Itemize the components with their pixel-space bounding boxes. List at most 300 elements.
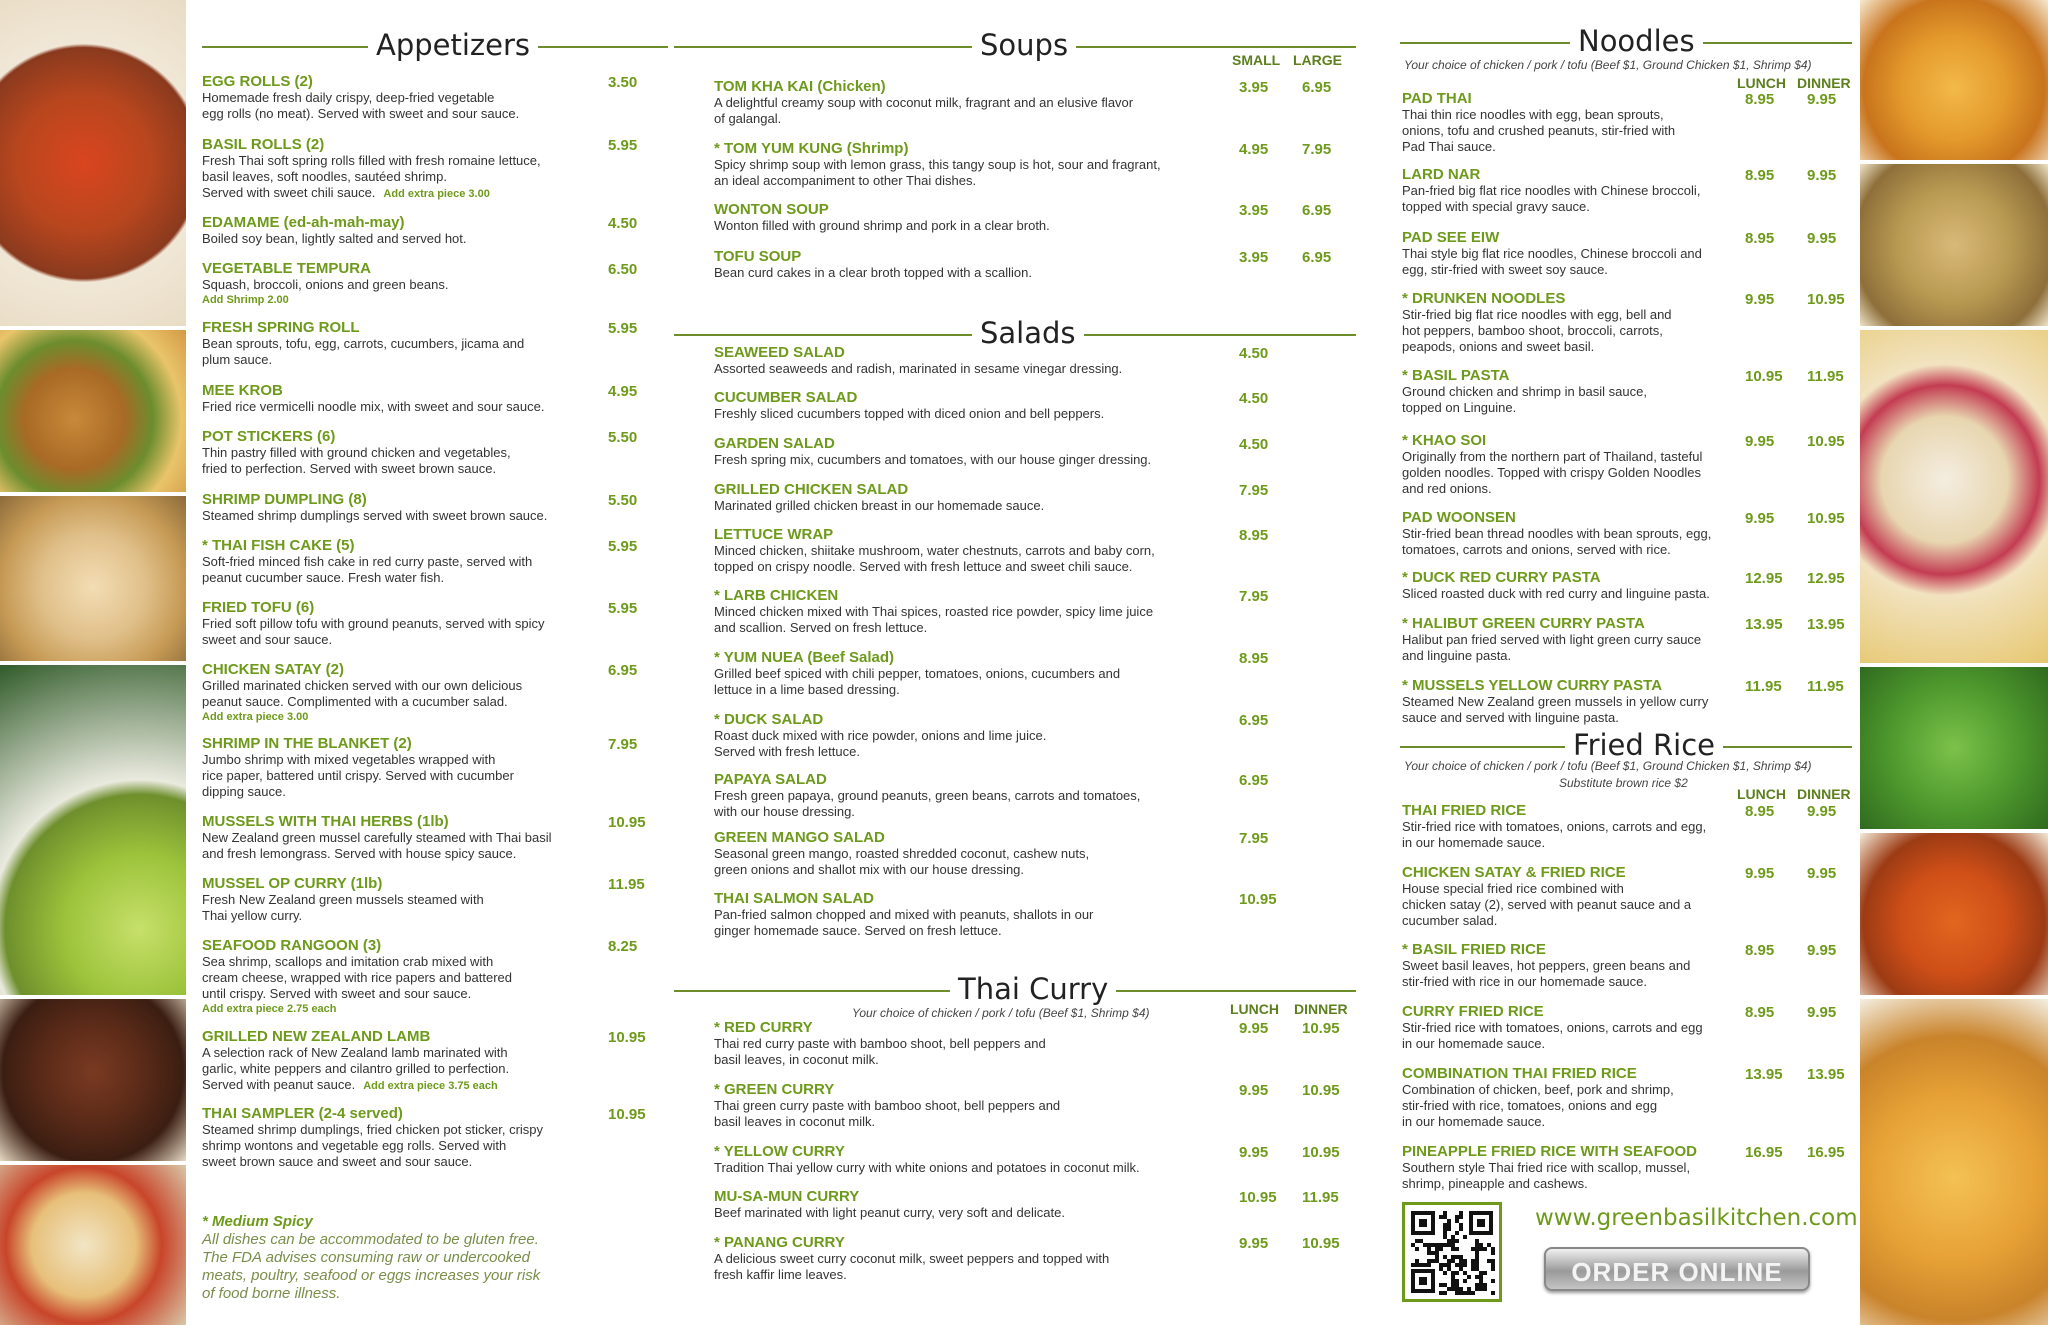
item-description <box>714 1160 1214 1176</box>
item-description <box>714 1251 1214 1283</box>
item-price: 5.95 <box>608 137 638 154</box>
description-line: peanut sauce. Complimented with a cucumber salad. <box>202 694 508 709</box>
item-name: GRILLED CHICKEN SALAD <box>714 481 909 498</box>
item-description <box>202 90 622 122</box>
curry-lunch-header: LUNCH <box>1230 1001 1279 1017</box>
item-name: * BASIL PASTA <box>1402 367 1510 384</box>
description-line: green onions and shallot mix with our house dressing. <box>714 862 1025 877</box>
menu-item <box>1402 166 1742 215</box>
description-line: in our homemade sauce. <box>1402 1036 1546 1051</box>
salads-title: Salads <box>972 316 1084 350</box>
description-line: and fresh lemongrass. Served with house spicy sauce. <box>202 846 517 861</box>
extra-option-note: Add extra piece 2.75 each <box>202 1003 337 1015</box>
item-price-second: 10.95 <box>1302 1020 1340 1037</box>
item-name: * RED CURRY <box>714 1019 813 1036</box>
item-price: 6.95 <box>1239 712 1269 729</box>
menu-item <box>202 875 622 924</box>
menu-item <box>1402 802 1742 851</box>
description-line: Fried rice vermicelli noodle mix, with sweet and sour sauce. <box>202 399 545 414</box>
item-name: PAD THAI <box>1402 90 1472 107</box>
item-description <box>714 157 1214 189</box>
item-price-second: 16.95 <box>1807 1144 1845 1161</box>
item-price-first: 9.95 <box>1745 291 1775 308</box>
description-line: shrimp, pineapple and cashews. <box>1402 1176 1588 1191</box>
menu-item <box>714 1234 1214 1283</box>
appetizers-header <box>202 28 668 64</box>
description-line: in our homemade sauce. <box>1402 1114 1546 1129</box>
item-name: FRIED TOFU (6) <box>202 599 315 616</box>
item-price-second: 12.95 <box>1807 570 1845 587</box>
item-description <box>1402 1160 1742 1192</box>
item-price-second: 9.95 <box>1807 942 1837 959</box>
item-price-second: 11.95 <box>1807 678 1844 695</box>
item-price: 7.95 <box>608 736 638 753</box>
item-description <box>714 666 1214 698</box>
item-description <box>1402 307 1742 355</box>
description-line: House special fried rice combined with <box>1402 881 1624 896</box>
description-line: Ground chicken and shrimp in basil sauce, <box>1402 384 1647 399</box>
item-price-second: 11.95 <box>1302 1189 1339 1206</box>
item-description <box>1402 107 1742 155</box>
item-price: 4.50 <box>1239 390 1269 407</box>
item-description <box>714 406 1214 422</box>
description-line: ginger homemade sauce. Served on fresh lettuce. <box>714 923 1002 938</box>
menu-item <box>714 481 1214 514</box>
item-price-first: 13.95 <box>1745 1066 1783 1083</box>
menu-item <box>1402 229 1742 278</box>
medium-spicy-note: * Medium Spicy <box>202 1213 313 1230</box>
item-price-first: 16.95 <box>1745 1144 1783 1161</box>
item-name: VEGETABLE TEMPURA <box>202 260 371 277</box>
item-price-second: 6.95 <box>1302 79 1332 96</box>
item-description <box>714 728 1214 760</box>
edamame-photo <box>1860 667 2048 829</box>
item-description <box>1402 958 1742 990</box>
note-line: meats, poultry, seafood or eggs increases your risk <box>202 1267 541 1284</box>
item-price: 4.50 <box>1239 436 1269 453</box>
item-description <box>714 361 1214 377</box>
item-price-first: 8.95 <box>1745 1004 1775 1021</box>
item-description <box>202 508 622 524</box>
description-line: Boiled soy bean, lightly salted and served hot. <box>202 231 467 246</box>
description-text: Served with sweet chili sauce. <box>202 185 376 200</box>
item-name: * PANANG CURRY <box>714 1234 845 1251</box>
description-line: basil leaves in coconut milk. <box>714 1114 876 1129</box>
description-line: hot peppers, bamboo shoot, broccoli, carrots, <box>1402 323 1663 338</box>
item-name: POT STICKERS (6) <box>202 428 336 445</box>
fried-rice-lunch-header: LUNCH <box>1737 786 1786 802</box>
item-description <box>202 616 622 648</box>
item-name: MUSSEL OP CURRY (1lb) <box>202 875 383 892</box>
description-line: fresh kaffir lime leaves. <box>714 1267 847 1282</box>
description-line: basil leaves, in coconut milk. <box>714 1052 879 1067</box>
item-description <box>1402 1082 1742 1130</box>
description-line: Squash, broccoli, onions and green beans. <box>202 277 449 292</box>
description-line: and linguine pasta. <box>1402 648 1512 663</box>
menu-item <box>1402 864 1742 929</box>
description-line: Grilled marinated chicken served with our own delicious <box>202 678 523 693</box>
description-line: egg rolls (no meat). Served with sweet and sour sauce. <box>202 106 520 121</box>
description-line <box>202 1077 622 1094</box>
description-line: fried to perfection. Served with sweet brown sauce. <box>202 461 497 476</box>
menu-item <box>714 248 1214 281</box>
item-description <box>202 399 622 415</box>
menu-item <box>202 735 622 800</box>
description-line: sauce and served with linguine pasta. <box>1402 710 1619 725</box>
item-price: 5.95 <box>608 538 638 555</box>
description-line: tomatoes, carrots and onions, served with rice. <box>1402 542 1671 557</box>
description-line: A delicious sweet curry coconut milk, sweet peppers and topped with <box>714 1251 1110 1266</box>
item-price: 11.95 <box>608 876 645 893</box>
item-price-second: 6.95 <box>1302 249 1332 266</box>
item-price: 5.50 <box>608 429 638 446</box>
item-price: 10.95 <box>608 814 646 831</box>
fried-rice-photo <box>0 330 186 492</box>
fried-tofu-photo <box>1860 999 2048 1325</box>
item-price-first: 9.95 <box>1745 433 1775 450</box>
extra-option-note: Add extra piece 3.00 <box>202 711 309 723</box>
item-name: GREEN MANGO SALAD <box>714 829 885 846</box>
item-price-second: 13.95 <box>1807 616 1845 633</box>
noodles-subtitle: Your choice of chicken / pork / tofu (Beef $1, Ground Chicken $1, Shrimp $4) <box>1404 58 1812 72</box>
item-name: SEAFOOD RANGOON (3) <box>202 937 382 954</box>
item-name: * GREEN CURRY <box>714 1081 835 1098</box>
qr-code[interactable] <box>1402 1202 1502 1302</box>
dietary-note <box>202 1213 622 1303</box>
description-line: Steamed shrimp dumplings, fried chicken pot sticker, crispy <box>202 1122 544 1137</box>
item-price-first: 8.95 <box>1745 91 1775 108</box>
item-description <box>714 907 1214 939</box>
curry-bowl-photo <box>1860 833 2048 995</box>
item-description <box>202 752 622 800</box>
description-line: Assorted seaweeds and radish, marinated in sesame vinegar dressing. <box>714 361 1123 376</box>
item-price: 6.50 <box>608 261 638 278</box>
item-description <box>202 554 622 586</box>
item-name: * YELLOW CURRY <box>714 1143 845 1160</box>
item-price-second: 10.95 <box>1302 1144 1340 1161</box>
item-name: CUCUMBER SALAD <box>714 389 858 406</box>
description-line: Roast duck mixed with rice powder, onions and lime juice. <box>714 728 1047 743</box>
item-description <box>1402 526 1742 558</box>
item-price-first: 10.95 <box>1239 1189 1277 1206</box>
grilled-lamb-photo <box>0 999 186 1161</box>
description-line <box>202 185 622 202</box>
item-description <box>202 954 622 1016</box>
item-name: PINEAPPLE FRIED RICE WITH SEAFOOD <box>1402 1143 1698 1160</box>
item-price-second: 10.95 <box>1807 433 1845 450</box>
description-line: topped with special gravy sauce. <box>1402 199 1590 214</box>
description-line: Freshly sliced cucumbers topped with diced onion and bell peppers. <box>714 406 1105 421</box>
item-name: * DUCK RED CURRY PASTA <box>1402 569 1601 586</box>
menu-item <box>714 526 1214 575</box>
item-name: THAI SALMON SALAD <box>714 890 874 907</box>
item-name: * DRUNKEN NOODLES <box>1402 290 1566 307</box>
item-price-second: 9.95 <box>1807 1004 1837 1021</box>
item-description <box>714 604 1214 636</box>
description-line: Sliced roasted duck with red curry and linguine pasta. <box>1402 586 1710 601</box>
item-name: PAD SEE EIW <box>1402 229 1500 246</box>
menu-item <box>714 587 1214 636</box>
description-line: garlic, white peppers and cilantro grilled to perfection. <box>202 1061 510 1076</box>
description-line: stir-fried with rice, tomatoes, onions and egg <box>1402 1098 1658 1113</box>
extra-piece-note: Add extra piece 3.75 each <box>363 1080 498 1092</box>
description-line: plum sauce. <box>202 352 273 367</box>
item-name: MU-SA-MUN CURRY <box>714 1188 860 1205</box>
menu-item <box>202 428 622 477</box>
item-description <box>202 336 622 368</box>
order-online-label: ORDER ONLINE <box>1571 1257 1783 1287</box>
fried-rice-dinner-header: DINNER <box>1797 786 1851 802</box>
description-line: Originally from the northern part of Thailand, tasteful <box>1402 449 1703 464</box>
item-description <box>714 1036 1214 1068</box>
item-name: * DUCK SALAD <box>714 711 824 728</box>
menu-item <box>714 389 1214 422</box>
item-description <box>202 830 622 862</box>
description-line: Tradition Thai yellow curry with white onions and potatoes in coconut milk. <box>714 1160 1140 1175</box>
menu-item <box>202 382 622 415</box>
item-name: * YUM NUEA (Beef Salad) <box>714 649 895 666</box>
item-description <box>714 788 1214 820</box>
item-name: PAD WOONSEN <box>1402 509 1516 526</box>
item-price: 4.50 <box>608 215 638 232</box>
description-line: Pan-fried big flat rice noodles with Chinese broccoli, <box>1402 183 1701 198</box>
item-price: 10.95 <box>608 1029 646 1046</box>
soups-title: Soups <box>972 28 1076 62</box>
item-name: * TOM YUM KUNG (Shrimp) <box>714 140 909 157</box>
description-line: topped on crispy noodle. Served with fresh lettuce and sweet chili sauce. <box>714 559 1133 574</box>
item-description <box>714 846 1214 878</box>
description-line: Sea shrimp, scallops and imitation crab mixed with <box>202 954 494 969</box>
item-price: 10.95 <box>1239 891 1277 908</box>
menu-item <box>202 214 622 247</box>
item-price-first: 9.95 <box>1745 865 1775 882</box>
item-description <box>1402 183 1742 215</box>
item-description <box>1402 819 1742 851</box>
description-line: Stir-fried rice with tomatoes, onions, carrots and egg, <box>1402 819 1707 834</box>
item-price: 4.95 <box>608 383 638 400</box>
description-line: cream cheese, wrapped with rice papers and battered <box>202 970 513 985</box>
noodles-dinner-header: DINNER <box>1797 75 1851 91</box>
item-name: TOFU SOUP <box>714 248 802 265</box>
menu-item <box>202 537 622 586</box>
dumplings-photo <box>0 496 186 661</box>
description-line: Fresh green papaya, ground peanuts, green beans, carrots and tomatoes, <box>714 788 1141 803</box>
soups-small-header: SMALL <box>1232 52 1281 68</box>
item-description <box>202 1122 622 1170</box>
item-price-second: 6.95 <box>1302 202 1332 219</box>
menu-item <box>1402 615 1742 664</box>
item-price-second: 9.95 <box>1807 803 1837 820</box>
item-description <box>714 95 1214 127</box>
fried-rice-subtitle: Your choice of chicken / pork / tofu (Beef $1, Ground Chicken $1, Shrimp $4) <box>1404 759 1812 773</box>
item-description <box>1402 586 1742 602</box>
description-line: Beef marinated with light peanut curry, very soft and delicate. <box>714 1205 1065 1220</box>
description-line: Thai green curry paste with bamboo shoot, bell peppers and <box>714 1098 1061 1113</box>
fish-peppers-photo <box>0 1165 186 1325</box>
item-price: 7.95 <box>1239 588 1269 605</box>
menu-item <box>714 1188 1214 1221</box>
description-line: Halibut pan fried served with light green curry sauce <box>1402 632 1702 647</box>
item-price: 7.95 <box>1239 482 1269 499</box>
menu-item <box>714 1081 1214 1130</box>
menu-item <box>1402 509 1742 558</box>
description-line: basil leaves, soft noodles, sautéed shrimp. <box>202 169 447 184</box>
description-line: Southern style Thai fried rice with scallop, mussel, <box>1402 1160 1691 1175</box>
item-name: THAI SAMPLER (2-4 served) <box>202 1105 403 1122</box>
item-price-first: 4.95 <box>1239 141 1269 158</box>
menu-item <box>1402 432 1742 497</box>
item-description <box>1402 449 1742 497</box>
item-price-second: 9.95 <box>1807 91 1837 108</box>
note-line: The FDA advises consuming raw or undercooked <box>202 1249 530 1266</box>
item-name: CHICKEN SATAY & FRIED RICE <box>1402 864 1626 881</box>
item-price-second: 9.95 <box>1807 865 1837 882</box>
item-price-first: 3.95 <box>1239 249 1269 266</box>
description-line: egg, stir-fried with sweet soy sauce. <box>1402 262 1608 277</box>
menu-item <box>714 829 1214 878</box>
item-name: CHICKEN SATAY (2) <box>202 661 344 678</box>
item-price-first: 8.95 <box>1745 230 1775 247</box>
description-line: Combination of chicken, beef, pork and shrimp, <box>1402 1082 1674 1097</box>
menu-item <box>202 599 622 648</box>
item-price-first: 11.95 <box>1745 678 1782 695</box>
menu-item <box>1402 677 1742 726</box>
item-description <box>714 543 1214 575</box>
menu-item <box>714 344 1214 377</box>
item-description <box>714 452 1214 468</box>
description-line: Minced chicken mixed with Thai spices, roasted rice powder, spicy lime juice <box>714 604 1154 619</box>
item-description <box>202 1045 622 1094</box>
item-description <box>1402 246 1742 278</box>
description-line: Bean curd cakes in a clear broth topped with a scallion. <box>714 265 1032 280</box>
menu-item <box>202 136 622 202</box>
description-line: New Zealand green mussel carefully steamed with Thai basil <box>202 830 552 845</box>
item-price-second: 11.95 <box>1807 368 1844 385</box>
menu-item <box>1402 90 1742 155</box>
item-description <box>714 498 1214 514</box>
description-line: chicken satay (2), served with peanut sauce and a <box>1402 897 1692 912</box>
menu-item <box>714 78 1214 127</box>
curry-subtitle: Your choice of chicken / pork / tofu (Beef $1, Shrimp $4) <box>852 1006 1150 1020</box>
item-description <box>202 231 622 247</box>
menu-item <box>1402 569 1742 602</box>
description-line: Thai thin rice noodles with egg, bean sprouts, <box>1402 107 1664 122</box>
appetizers-title: Appetizers <box>368 28 538 62</box>
item-name: EGG ROLLS (2) <box>202 73 313 90</box>
item-price-second: 10.95 <box>1302 1235 1340 1252</box>
extra-option-note: Add Shrimp 2.00 <box>202 294 289 306</box>
item-name: FRESH SPRING ROLL <box>202 319 360 336</box>
golden-bags-photo <box>1860 0 2048 160</box>
description-line: A delightful creamy soup with coconut milk, fragrant and an elusive flavor <box>714 95 1134 110</box>
item-price: 7.95 <box>1239 830 1269 847</box>
description-line: with our house dressing. <box>714 804 855 819</box>
item-name: BASIL ROLLS (2) <box>202 136 325 153</box>
item-price-first: 8.95 <box>1745 803 1775 820</box>
item-price-second: 13.95 <box>1807 1066 1845 1083</box>
menu-item <box>714 435 1214 468</box>
item-name: EDAMAME (ed-ah-mah-may) <box>202 214 405 231</box>
item-description <box>1402 384 1742 416</box>
item-name: MUSSELS WITH THAI HERBS (1lb) <box>202 813 449 830</box>
menu-item <box>1402 367 1742 416</box>
item-price-second: 7.95 <box>1302 141 1332 158</box>
noodles-header <box>1400 24 1852 60</box>
description-line: Steamed shrimp dumplings served with sweet brown sauce. <box>202 508 548 523</box>
item-name: THAI FRIED RICE <box>1402 802 1527 819</box>
description-line: Pan-fried salmon chopped and mixed with peanuts, shallots in our <box>714 907 1094 922</box>
curry-title: Thai Curry <box>950 972 1116 1006</box>
noodles-title: Noodles <box>1570 24 1703 58</box>
item-price: 8.95 <box>1239 527 1269 544</box>
fried-rice-brown-note: Substitute brown rice $2 <box>1559 776 1688 790</box>
description-line: Jumbo shrimp with mixed vegetables wrapped with <box>202 752 496 767</box>
item-price: 5.95 <box>608 320 638 337</box>
item-price-first: 3.95 <box>1239 202 1269 219</box>
item-name: PAPAYA SALAD <box>714 771 827 788</box>
description-line: Thin pastry filled with ground chicken and vegetables, <box>202 445 511 460</box>
menu-item <box>1402 1065 1742 1130</box>
menu-item <box>1402 1003 1742 1052</box>
description-line: until crispy. Served with sweet and sour sauce. <box>202 986 472 1001</box>
item-description <box>202 153 622 202</box>
item-price-first: 9.95 <box>1239 1082 1269 1099</box>
item-description <box>714 1098 1214 1130</box>
menu-item <box>714 201 1214 234</box>
description-line: dipping sauce. <box>202 784 286 799</box>
menu-item <box>202 1105 622 1170</box>
item-name: COMBINATION THAI FRIED RICE <box>1402 1065 1637 1082</box>
description-line: of galangal. <box>714 111 782 126</box>
item-description <box>202 892 622 924</box>
description-line: Seasonal green mango, roasted shredded coconut, cashew nuts, <box>714 846 1090 861</box>
menu-item <box>202 73 622 122</box>
item-name: SHRIMP DUMPLING (8) <box>202 491 367 508</box>
description-line: peanut cucumber sauce. Fresh water fish. <box>202 570 445 585</box>
curry-dinner-header: DINNER <box>1294 1001 1348 1017</box>
menu-item <box>714 140 1214 189</box>
description-line: Stir-fried rice with tomatoes, onions, carrots and egg <box>1402 1020 1703 1035</box>
website-link[interactable]: www.greenbasilkitchen.com <box>1535 1205 1858 1231</box>
description-line: Soft-fried minced fish cake in red curry paste, served with <box>202 554 533 569</box>
description-line: shrimp wontons and vegetable egg rolls. Served with <box>202 1138 507 1153</box>
menu-item <box>202 661 622 724</box>
menu-item <box>1402 1143 1742 1192</box>
order-online-button[interactable] <box>1544 1247 1810 1291</box>
description-line: Served with fresh lettuce. <box>714 744 860 759</box>
item-price-first: 9.95 <box>1239 1020 1269 1037</box>
item-name: GRILLED NEW ZEALAND LAMB <box>202 1028 431 1045</box>
description-line: topped on Linguine. <box>1402 400 1517 415</box>
menu-item <box>202 319 622 368</box>
menu-item <box>202 937 622 1016</box>
item-name: * LARB CHICKEN <box>714 587 839 604</box>
menu-item <box>714 1143 1214 1176</box>
description-line: Homemade fresh daily crispy, deep-fried vegetable <box>202 90 495 105</box>
item-price: 5.95 <box>608 600 638 617</box>
item-description <box>202 277 622 307</box>
description-line: Sweet basil leaves, hot peppers, green beans and <box>1402 958 1691 973</box>
description-line: Spicy shrimp soup with lemon grass, this tangy soup is hot, sour and fragrant, <box>714 157 1161 172</box>
description-line: Bean sprouts, tofu, egg, carrots, cucumbers, jicama and <box>202 336 525 351</box>
description-line: Stir-fried bean thread noodles with bean sprouts, egg, <box>1402 526 1712 541</box>
item-name: SHRIMP IN THE BLANKET (2) <box>202 735 412 752</box>
item-description <box>714 265 1214 281</box>
description-line: and scallion. Served on fresh lettuce. <box>714 620 928 635</box>
menu-item <box>714 711 1214 760</box>
menu-item <box>714 1019 1214 1068</box>
description-line: Stir-fried big flat rice noodles with egg, bell and <box>1402 307 1672 322</box>
